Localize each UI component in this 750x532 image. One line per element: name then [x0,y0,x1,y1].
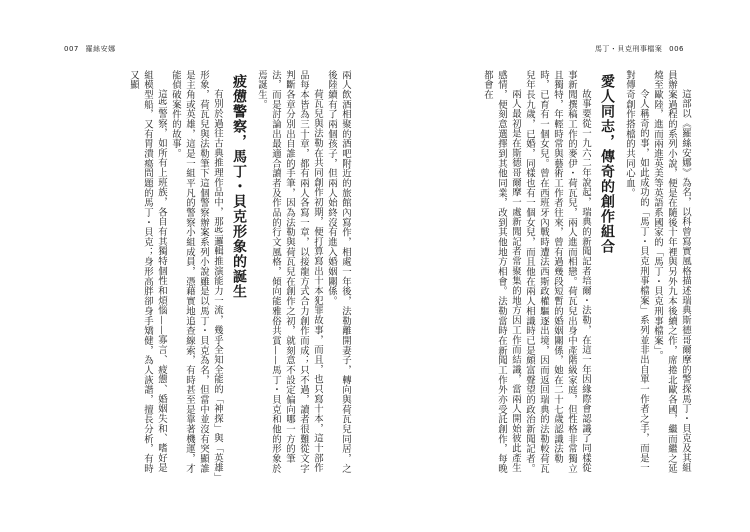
left-running-title: 羅絲安娜 [85,45,116,53]
left-paragraph-1: 兩人飲酒相聚的酒吧附近的旅館內寫作，相處一年後，法勒離開妻子，轉向與荷瓦兒同居，之後陸續有了兩個孩子，但兩人始終沒有進入婚姻關係。 [326,70,351,474]
right-running-title: 馬丁・貝克刑事檔案 [594,45,663,53]
left-paragraph-3: 有別於過往古典推理作品中，那些邏輯推演能力一流，幾乎全知全能的「神探」與「英雄」形象，荷瓦兒與法勒筆下這個警察辦案系列小說雖是以馬丁・貝克為名，但當中並沒有突顯誰是主角或英雄，這是一組平凡的警察小組成員，憑藉實地追查線索，有時甚至是靠著機運，才能偵破案件的故事。 [170,70,223,478]
left-page-number: 007 [64,45,79,53]
right-page [392,70,692,480]
right-page-number: 006 [669,45,684,53]
right-paragraph-4: 兩人最初是在斯德哥爾摩一處新聞記者常聚集的地方因工作而結識，當兩人開始彼此產生感情，便刻意選擇到其他同業，改到其他地方相會。法勒當時在新聞工作外亦受託創作，每晚都會在 [482,70,521,474]
right-paragraph-3: 故事要從一九六二年說起，瑞典的新聞記者培爾・法勒，在這一年因緣際會認識了同樣從事新聞撰稿工作的麥伊・荷瓦兒，兩人進而相戀。荷瓦兒出身中產階級家庭，但性格非常獨立且獨特，年輕時常與藝術工作者往來，曾有過幾段短暫的婚姻關係，她在二十七歲認識法勒時，已育有一個女兒。曾在西班牙內戰時遭法西斯政權驅逐出境，因而返回瑞典的法勒較荷瓦兒年長九歲，已婚，同樣也有一個女兒，而且他在兩人相識時已是頗富聲望的政治新聞記者。 [524,70,591,474]
right-page-header [595,44,688,54]
left-page-header [60,44,116,54]
left-section-heading: 疲憊警察，馬丁・貝克形象的誕生 [231,74,247,299]
right-section-heading: 愛人同志，傳奇的創作組合 [599,74,615,254]
right-paragraph-1: 這部以《羅絲安娜》為名，以科曾寫實風格描述瑞典斯德哥爾摩的警探馬丁・貝克及其組員辦案過程的系列小說，便是在隨後十年裡與另外九本後續之作，席捲北歐各國，繼而繼之延燒至歐陸，進而兩進英美等英語系國家的「馬丁・貝克刑事檔案」。 [652,70,691,474]
left-paragraph-4: 這些警察，如所有上班族，各自有其獨特個性和煩惱——寡言、疲憊、婚姻失和、嗜好是組模型船，又有胃潰瘍問題的馬丁・貝克；身形高胖卻身手矯健，為人詼諧，擅長分析，有時又顯 [128,70,167,474]
left-paragraph-2: 荷瓦兒與法勒在共同創作初期，便打算寫出十本犯罪故事，而且，也只寫十本，這十部作品每本皆為三十章，都有兩人各寫一章，以接龍方式合力創作而成；只不過，讀者很難從文字判斷各章分別出自誰的手筆，因為法勒與荷瓦兒在創作之初，就刻意不設定偏向哪一方的筆法，而是討論出最適合讀者及作品的行文風格，傾向能雅俗共賞——馬丁・貝克和他的形象於焉誕生。 [256,70,323,474]
right-paragraph-2: 令人稱奇的事，如此成功的「馬丁・貝克刑事檔案」系列並非出自單一作者之手，而是一對傳奇創作搭檔的共同心血。 [624,70,649,473]
left-page [52,70,352,480]
